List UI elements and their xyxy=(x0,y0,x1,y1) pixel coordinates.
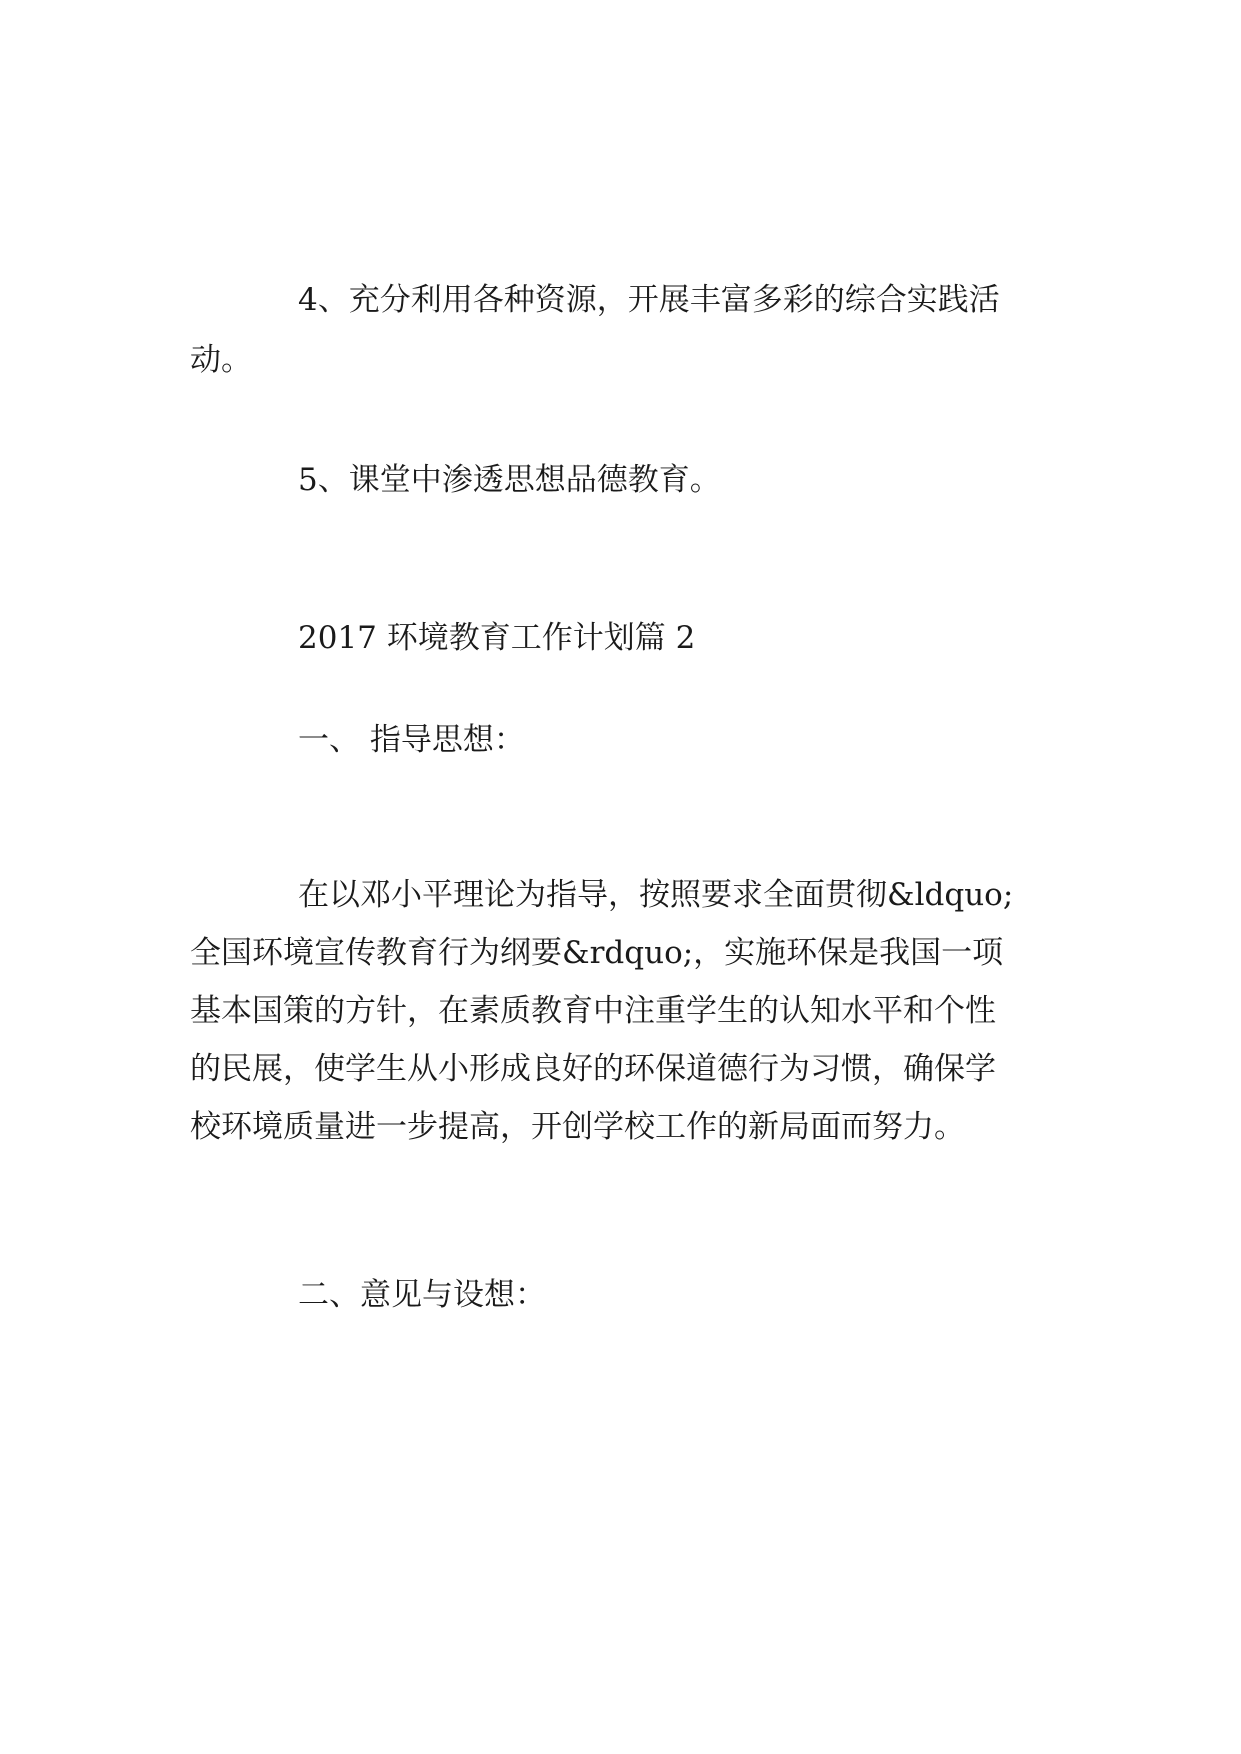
heading-guiding-ideology: 一、 指导思想： xyxy=(298,722,525,758)
paragraph-line-2: 全国环境宣传教育行为纲要&rdquo;，实施环保是我国一项 xyxy=(190,935,1004,971)
paragraph-line-3: 基本国策的方针，在素质教育中注重学生的认知水平和个性 xyxy=(190,993,996,1029)
paragraph-line-1: 在以邓小平理论为指导，按照要求全面贯彻&ldquo; xyxy=(298,877,1014,913)
paragraph-line-4: 的民展，使学生从小形成良好的环保道德行为习惯，确保学 xyxy=(190,1051,996,1087)
item-4-line-1: 4、充分利用各种资源，开展丰富多彩的综合实践活 xyxy=(298,282,1000,318)
item-4-line-2: 动。 xyxy=(190,342,252,378)
item-5: 5、课堂中渗透思想品德教育。 xyxy=(298,462,721,498)
section-title: 2017 环境教育工作计划篇 2 xyxy=(298,620,696,656)
paragraph-line-5: 校环境质量进一步提高，开创学校工作的新局面而努力。 xyxy=(190,1109,965,1145)
heading-opinions: 二、意见与设想： xyxy=(298,1277,546,1313)
